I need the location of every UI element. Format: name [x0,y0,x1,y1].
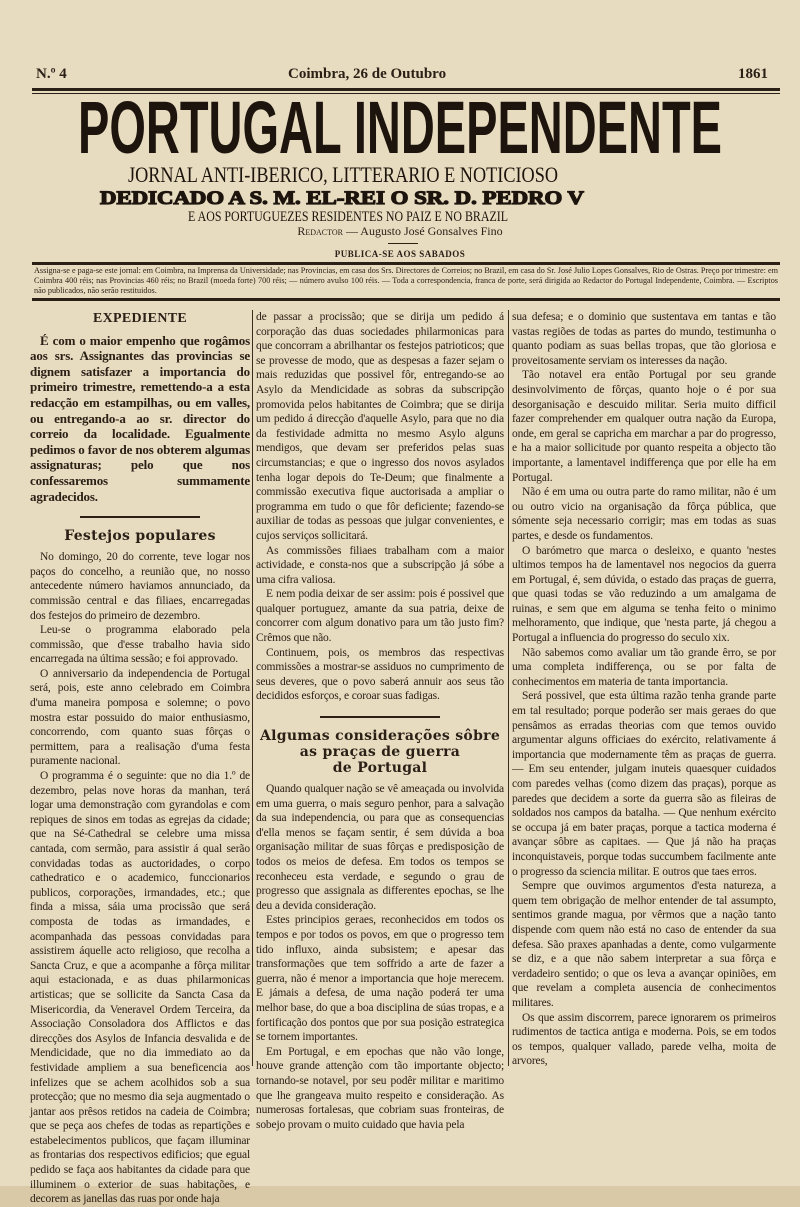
section-divider [320,716,440,718]
paragraph: Os que assim discorrem, parece ignorarem os primeiros rudimentos de tactica antiga e moderna. Pois, se em todos os tempos, qualquer vallado, parede velha, moita de arvores, [512,1011,776,1068]
paragraph: Continuem, pois, os membros das respectivas commissões a mostrar-se assiduos no cumprimento de seus deveres, que o povo saberá annuir aos seus tão decididos esforços, e coroar suas fadigas. [256,646,504,703]
editor-label: Redactor [297,224,343,238]
paragraph: O barómetro que marca o desleixo, e quanto 'nestes ultimos tempos ha de lamentavel nos negocios da guerra em Portugal, é, sem dúvida, o estado das praças de guerra, que quasi todas se vão reduzindo a um amalgama de ruinas, e sem que em alguma se tenha feito o minimo melhoramento, que indique, que 'nesta parte, já chegou a Portugal a influencia do progresso do seculo xix. [512,544,776,645]
masthead-title [0,96,800,156]
article-heading [256,728,504,776]
title-text: PORTUGAL INDEPENDENTE [78,96,722,156]
paragraph: Quando qualquer nação se vê ameaçada ou involvida em uma guerra, o mais seguro penhor, para a salvação da sua independencia, ou para que as consequencias d'ella menos se façam sentir, é sem dúvida a boa organisação militar de suas fôrças e predisposição de todos os meios de defesa. Em todos os tempos se reconheceu esta verdade, e segundo o grau de progresso que assignala as differentes epochas, se lhe deu a devida consideração. [256,783,504,912]
dedication [0,186,800,208]
paragraph: No domingo, 20 do corrente, teve logar nos paços do concelho, a reunião que, no nosso antecedente número haviamos annunciado, da commissão central e das filiaes, encarregadas dos festejos do primeiro de dezembro. [30,551,250,622]
dedication2-text: E AOS PORTUGUEZES RESIDENTES NO PAIZ E NO BRAZIL [188,209,508,223]
notice-bottom-rule [32,298,780,301]
paragraph: de passar a procissão; que se dirija um pedido á corporação das duas sociedades philarmonicas para que concorram a abrilhantar os festejos patrioticos; que se provesse de modo, que as despesas a fazer sejam o mais reduzidas que possivel fôr, entregando-se ao Asylo da Mendicidade as sobras da subscripção promovida pelos habitantes de Coimbra; que se dirija um pedido á direcção d'aquelle Asylo, para que no dia da festividade admitta no mesmo Asylo alguns mendigos, que devam ser preferidos pelas suas circumstancias; e que o ingresso dos novos asylados tenha logar depois do Te-Deum; que finalmente a commissão executiva fique auctorisada a ampliar o programma em tudo o que fôr deficiente; fazendo-se auxiliar de todas as pessoas que julgar convenientes, e cujos serviços sollicitará. [256,311,504,542]
expediente-heading: EXPEDIENTE [92,311,188,326]
heading-line: de Portugal [332,760,428,777]
paragraph: Sempre que ouvimos argumentos d'esta natureza, a quem tem obrigação de melhor entender de tal assumpto, sentimos grande magua, por vêrmos que a nação tanto dispende com quem não está no caso de entender da sua defesa. São praxes apanhadas a dente, como vulgarmente se diz, e a que não sabem interpretar a sua fôrça e verdadeiro sentido; o que os leva a avançar opiniões, em que revelam a completa ausencia de conhecimentos militares. [512,880,776,1009]
heading-line: Algumas considerações sôbre [259,728,501,745]
header-rule [32,88,780,91]
paragraph: O anniversario da independencia de Portugal será, pois, este anno celebrado em Coimbra d'uma maneira pomposa e solemne; o povo mostra estar possuido do maior enthusiasmo, concorrendo, com quanto suas fôrças o permittem, para a realisação d'uma festa puramente nacional. [30,667,250,768]
dedication-text: DEDICADO A S. M. EL-REI O SR. D. PEDRO V [100,188,585,208]
column-1 [30,310,250,1207]
dateline: Coimbra, 26 de Outubro [288,66,447,82]
schedule: PUBLICA-SE AOS SABADOS [334,249,466,259]
editor-line [0,224,800,238]
heading-line: as praças de guerra [299,744,461,761]
column-2 [256,310,504,1132]
subtitle-text: JORNAL ANTI-IBERICO, LITTERARIO E NOTICIOSO [128,163,558,185]
column-divider [508,310,509,1066]
editor-name: — Augusto José Gonsalves Fino [345,224,503,238]
festejos-heading: Festejos populares [64,528,216,545]
paragraph: sua defesa; e o dominio que sustentava em tantas e tão vastas regiões de todas as partes do mundo, testimunha o quanto podiam as suas bellas tropas, que tão gloriosa e proveitosamente serviam os interesses da nação. [512,311,776,367]
dedication-line-2 [0,207,800,223]
paragraph: Será possivel, que esta última razão tenha grande parte em tal resultado; porque poderão ser mais geraes do que pensâmos as erradas theorias com que temos ouvido argumentar alguns officiaes do exército, relativamente á importancia que modernamente têm as praças de guerra. — Em seu entender, julgam inuteis quaesquer cuidados com paredes velhas (como dizem das praças), porque as paredes que decidem a sorte da guerra são as fileiras de soldados nos campos da batalha. — Que nenhum exército se occupa já em bater praças, porque a tactica moderna é avançar sôbre as capitaes. — Que já não ha praças inconquistaveis, porque todas succumbem facilmente ante o progresso da sciencia militar. E outros que taes erros. [512,690,776,878]
column-3 [512,310,776,1069]
section-divider [80,516,200,518]
paragraph: As commissões filiaes trabalham com a maior actividade, e consta-nos que a subscripção já sóbe a uma cifra valiosa. [256,544,504,586]
paragraph: Não é em uma ou outra parte do ramo militar, não é um ou outro vicio na organisação da fôrça pública, que sómente seja necessario corrigir; mas em todas as suas partes, e desde os fundamentos. [512,486,776,542]
paragraph: Leu-se o programma elaborado pela commissão, que d'esse trabalho havia sido encarregada na última sessão; e foi approvado. [30,624,250,666]
paragraph: Não sabemos como avaliar um tão grande êrro, se por uma completa indifferença, ou se por falta de conhecimentos em materia de tanta importancia. [512,646,776,688]
paragraph: Tão notavel era então Portugal por seu grande desinvolvimento de fôrças, quanto hoje o é por sua desorganisação e descuido militar. Seria muito difficil fazer comprehender em qualquer outra nação da Europa, onde, em geral se capricha em marchar a par do progresso, e ha a maior sollicitude por quanto respeita a objecto tão importante, a lamentavel indifferença que por elle ha em Portugal. [512,369,776,484]
paragraph: O programma é o seguinte: que no dia 1.º de dezembro, pelas nove horas da manhan, terá logar uma demonstração com gyrandolas e com repiques de sinos em todas as egrejas da cidade; que na Sé-Cathedral se celebre uma missa cantada, com sermão, para assistir á qual serão convidadas todas as auctoridades, o corpo cathedratico e o academico, funccionarios publicos, corporações, irmandades, etc.; que finda a missa, sáia uma procissão que será composta de todas as irmandades, e acompanhada das pessoas convidadas para assistirem áquelle acto religioso, que recolha a Sancta Cruz, e que a acompanhe a fôrça militar aqui estacionada, e as duas philarmonicas artisticas; que se sollicite da Sancta Casa da Misericordia, da Veneravel Ordem Terceira, da Associação Consoladora dos Afflictos e das direcções dos Asylos de Infancia desvalida e de Mendicidade, que no dia immediato ao da festividade ampliem a sua beneficencia aos infelizes que se achem acolhidos sob a sua protecção; que no mesmo dia seja augmentado o jantar aos prêsos retidos na cadeia de Coimbra; que se peça aos chefes de todas as repartições e estabelecimentos publicos, que façam illuminar as frontarias dos respectivos edificios; que egual pedido se faça aos habitantes da cidade para que illuminem o exterior de suas habitações, e decorem as janellas das ruas por onde haja [30,770,250,1206]
column-divider [252,310,253,1066]
paragraph: Em Portugal, e em epochas que não vão longe, houve grande attenção com tão importante objecto; tornando-se notavel, por seu podêr militar e maritimo que lhe grangeava muito respeito e consideração. As numerosas fortalesas, que cobriam suas fronteiras, de sobejo provam o muito cuidado que havia pela [256,1045,504,1131]
paragraph: Estes principios geraes, reconhecidos em todos os tempos e por todos os povos, em que o progresso tem tido influxo, ainda subsistem; e apesar das transformações que tem soffrido a arte de fazer a guerra, não é menor a importancia que hoje merecem. E jámais a defesa, de uma nação poderá ter uma melhor base, do que a boa disciplina de súas tropas, e a fortificação dos pontos que por sua posição estrategica se tornem importantes. [256,914,504,1044]
subscription-notice: Assigna-se e paga-se este jornal: em Coimbra, na Imprensa da Universidade; nas Provincias, em casa dos Srs. Directores de Correios; no Brazil, em casa do Sr. José Julio Lopes Gonsalves, Rio de Ostras. Preço por trimestre: em Coimbra 400 réis; nas Provincias 460 réis; no Brazil (moeda forte) 700 réis; — número avulso 100 réis. — Toda a correspondencia, franca de porte, será dirigida ao Redactor do Portugal Independente, Coimbra. — Escriptos não publicados, não serão restituidos. [34,266,778,295]
small-rule [388,243,418,244]
issue-number: N.º 4 [36,66,67,82]
notice-top-rule [32,262,780,265]
subtitle [0,163,800,185]
header-rule-thin [32,93,780,94]
year: 1861 [738,66,768,82]
paragraph: E nem podia deixar de ser assim: pois é possivel que qualquer portuguez, amante da sua patria, deixe de concorrer com algum donativo para um tão justo fim? Crêmos que não. [256,588,504,645]
expediente-paragraph: É com o maior empenho que rogâmos aos srs. Assignantes das provincias se dignem satisfazer a importancia do primeiro trimestre, remettendo-a a esta redacção em estampilhas, ou em valles, ou entregando-a ao sr. director do correio da localidade. Egualmente pedimos o favor de nos obterem algumas assignaturas; pelo que nos confessaremos summamente agradecidos. [30,332,250,504]
